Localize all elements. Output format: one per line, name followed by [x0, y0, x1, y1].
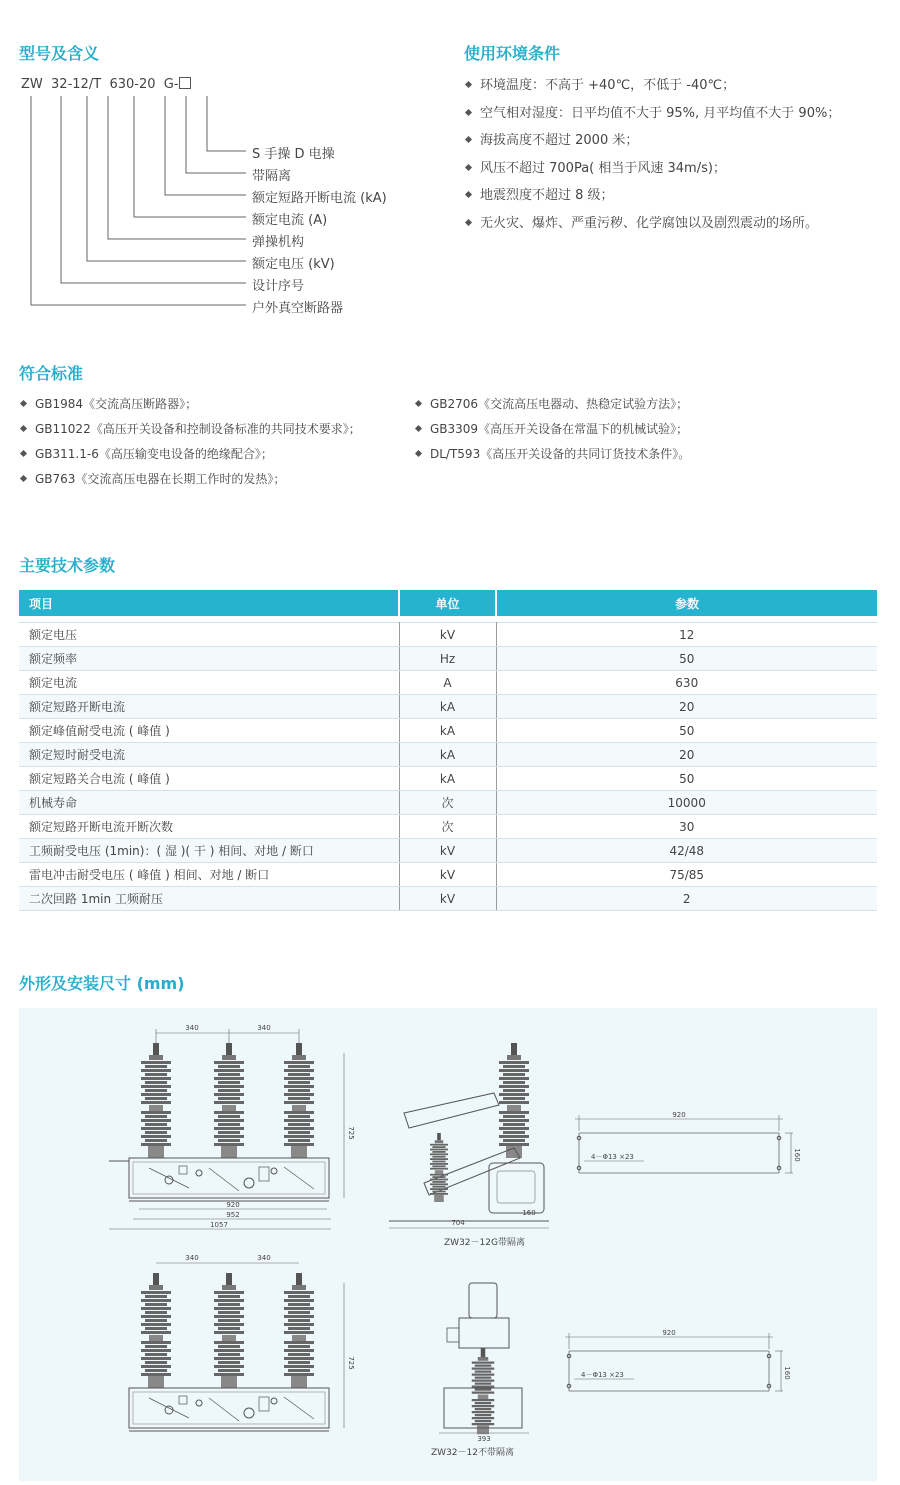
code-current: 630: [109, 77, 135, 92]
table-row: 额定短路开断电流 kA 20: [19, 695, 877, 719]
params-table: [19, 590, 877, 911]
list-item: 风压不超过 700Pa( 相当于风速 34m/s)；: [466, 157, 840, 185]
code-zw: ZW: [21, 77, 43, 92]
dimensions-section-title: 外形及安装尺寸 (mm): [19, 974, 185, 993]
diamond-bullet-icon: [20, 400, 27, 407]
standards-list-left: [21, 394, 361, 494]
side-view-with-isolation: [389, 1043, 549, 1248]
legend-item: 弹操机构: [252, 235, 305, 250]
table-row: 机械寿命 次 10000: [19, 791, 877, 815]
mounting-plate-bottom: [565, 1329, 791, 1391]
table-row: 工频耐受电压 (1min)：( 湿 )( 干 ) 相间、对地 / 断口 kV 42/48: [19, 839, 877, 863]
list-item: 空气相对湿度：日平均值不大于 95%, 月平均值不大于 90%；: [466, 102, 840, 130]
dim-width-1057: 1057: [210, 1221, 228, 1229]
caption-without-isolation: ZW32－12不带隔离: [431, 1448, 514, 1458]
table-row: 额定电压 kV 12: [19, 623, 877, 647]
diamond-bullet-icon: [465, 81, 472, 88]
list-item: GB311.1-6《高压输变电设备的绝缘配合》；: [21, 444, 361, 469]
table-row: 雷电冲击耐受电压 ( 峰值 ) 相间、对地 / 断口 kV 75/85: [19, 863, 877, 887]
list-item: 海拔高度不超过 2000 米；: [466, 129, 840, 157]
list-item: GB2706《交流高压电器动、热稳定试验方法》；: [416, 394, 690, 419]
dim-side-704: 704: [451, 1219, 465, 1227]
list-item: 地震烈度不超过 8 级；: [466, 184, 840, 212]
table-row: 额定短路开断电流开断次数 次 30: [19, 815, 877, 839]
dim-mount-holes: 4－Φ13 ×23: [581, 1371, 624, 1379]
code-isolation: G: [163, 77, 174, 92]
table-row: 额定频率 Hz 50: [19, 647, 877, 671]
table-row: 额定电流 A 630: [19, 671, 877, 695]
front-view-without-isolation: [129, 1254, 355, 1431]
legend-item: 额定电压 (kV): [252, 257, 335, 272]
legend-item: 设计序号: [252, 279, 305, 294]
dim-mount-holes: 4－Φ13 ×23: [591, 1153, 634, 1161]
diamond-bullet-icon: [465, 108, 472, 115]
model-section-title: 型号及含义: [19, 44, 100, 63]
legend-item: 额定电流 (A): [252, 213, 328, 228]
dimension-drawings: [19, 1008, 877, 1481]
dim-phase-spacing: 340: [185, 1254, 199, 1262]
standards-list-right: [416, 394, 690, 469]
diamond-bullet-icon: [465, 191, 472, 198]
code-operating: T: [93, 77, 102, 92]
column-header-value: 参数: [496, 590, 877, 616]
side-view-without-isolation: [431, 1283, 529, 1458]
dim-mount-160: 160: [793, 1148, 801, 1162]
diamond-bullet-icon: [465, 218, 472, 225]
code-breaking: 20: [138, 77, 156, 92]
mounting-plate-top: [575, 1111, 801, 1173]
dim-height: 725: [347, 1126, 355, 1140]
list-item: GB11022《高压开关设备和控制设备标准的共同技术要求》；: [21, 419, 361, 444]
diamond-bullet-icon: [415, 400, 422, 407]
environment-list: [466, 74, 840, 239]
dim-mount-160: 160: [783, 1366, 791, 1380]
dim-mount-920: 920: [662, 1329, 676, 1337]
code-series: 32: [51, 77, 68, 92]
legend-item: 带隔离: [252, 169, 292, 184]
model-code: ZW 32-12/T 630-20 G-: [21, 77, 191, 92]
diamond-bullet-icon: [415, 425, 422, 432]
table-header-row: [19, 590, 877, 616]
column-header-unit: 单位: [399, 590, 496, 616]
diamond-bullet-icon: [465, 136, 472, 143]
dim-width-952: 952: [226, 1211, 240, 1219]
environment-section-title: 使用环境条件: [464, 44, 561, 63]
table-row: 额定短路关合电流 ( 峰值 ) kA 50: [19, 767, 877, 791]
dim-width-920: 920: [226, 1201, 240, 1209]
dim-mount-920: 920: [672, 1111, 686, 1119]
list-item: 环境温度：不高于 +40℃，不低于 -40℃；: [466, 74, 840, 102]
standards-section-title: 符合标准: [19, 364, 84, 383]
dim-phase-spacing: 340: [185, 1024, 199, 1032]
list-item: DL/T593《高压开关设备的共同订货技术条件》。: [416, 444, 690, 469]
dim-side-393: 393: [477, 1435, 491, 1443]
list-item: GB3309《高压开关设备在常温下的机械试验》；: [416, 419, 690, 444]
params-section-title: 主要技术参数: [19, 556, 116, 575]
table-row: 额定峰值耐受电流 ( 峰值 ) kA 50: [19, 719, 877, 743]
legend-item: 额定短路开断电流 (kA): [252, 191, 387, 206]
table-row: 二次回路 1min 工频耐压 kV 2: [19, 887, 877, 911]
code-voltage: 12: [72, 77, 89, 92]
dim-phase-spacing: 340: [257, 1254, 271, 1262]
diamond-bullet-icon: [415, 450, 422, 457]
legend-item: S 手操 D 电操: [252, 147, 335, 162]
column-header-item: 项目: [19, 590, 399, 616]
list-item: GB1984《交流高压断路器》；: [21, 394, 361, 419]
list-item: GB763《交流高压电器在长期工作时的发热》；: [21, 469, 361, 494]
legend-item: 户外真空断路器: [252, 301, 344, 316]
diamond-bullet-icon: [465, 163, 472, 170]
front-view-with-isolation: [109, 1024, 355, 1229]
dimension-drawings-panel: [19, 1008, 877, 1481]
model-legend: [252, 144, 387, 320]
diamond-bullet-icon: [20, 475, 27, 482]
dim-height: 725: [347, 1356, 355, 1370]
caption-with-isolation: ZW32－12G带隔离: [444, 1238, 525, 1248]
dim-side-160: 160: [522, 1209, 536, 1217]
table-row: 额定短时耐受电流 kA 20: [19, 743, 877, 767]
diamond-bullet-icon: [20, 450, 27, 457]
diamond-bullet-icon: [20, 425, 27, 432]
dim-phase-spacing: 340: [257, 1024, 271, 1032]
list-item: 无火灾、爆炸、严重污秽、化学腐蚀以及剧烈震动的场所。: [466, 212, 840, 240]
